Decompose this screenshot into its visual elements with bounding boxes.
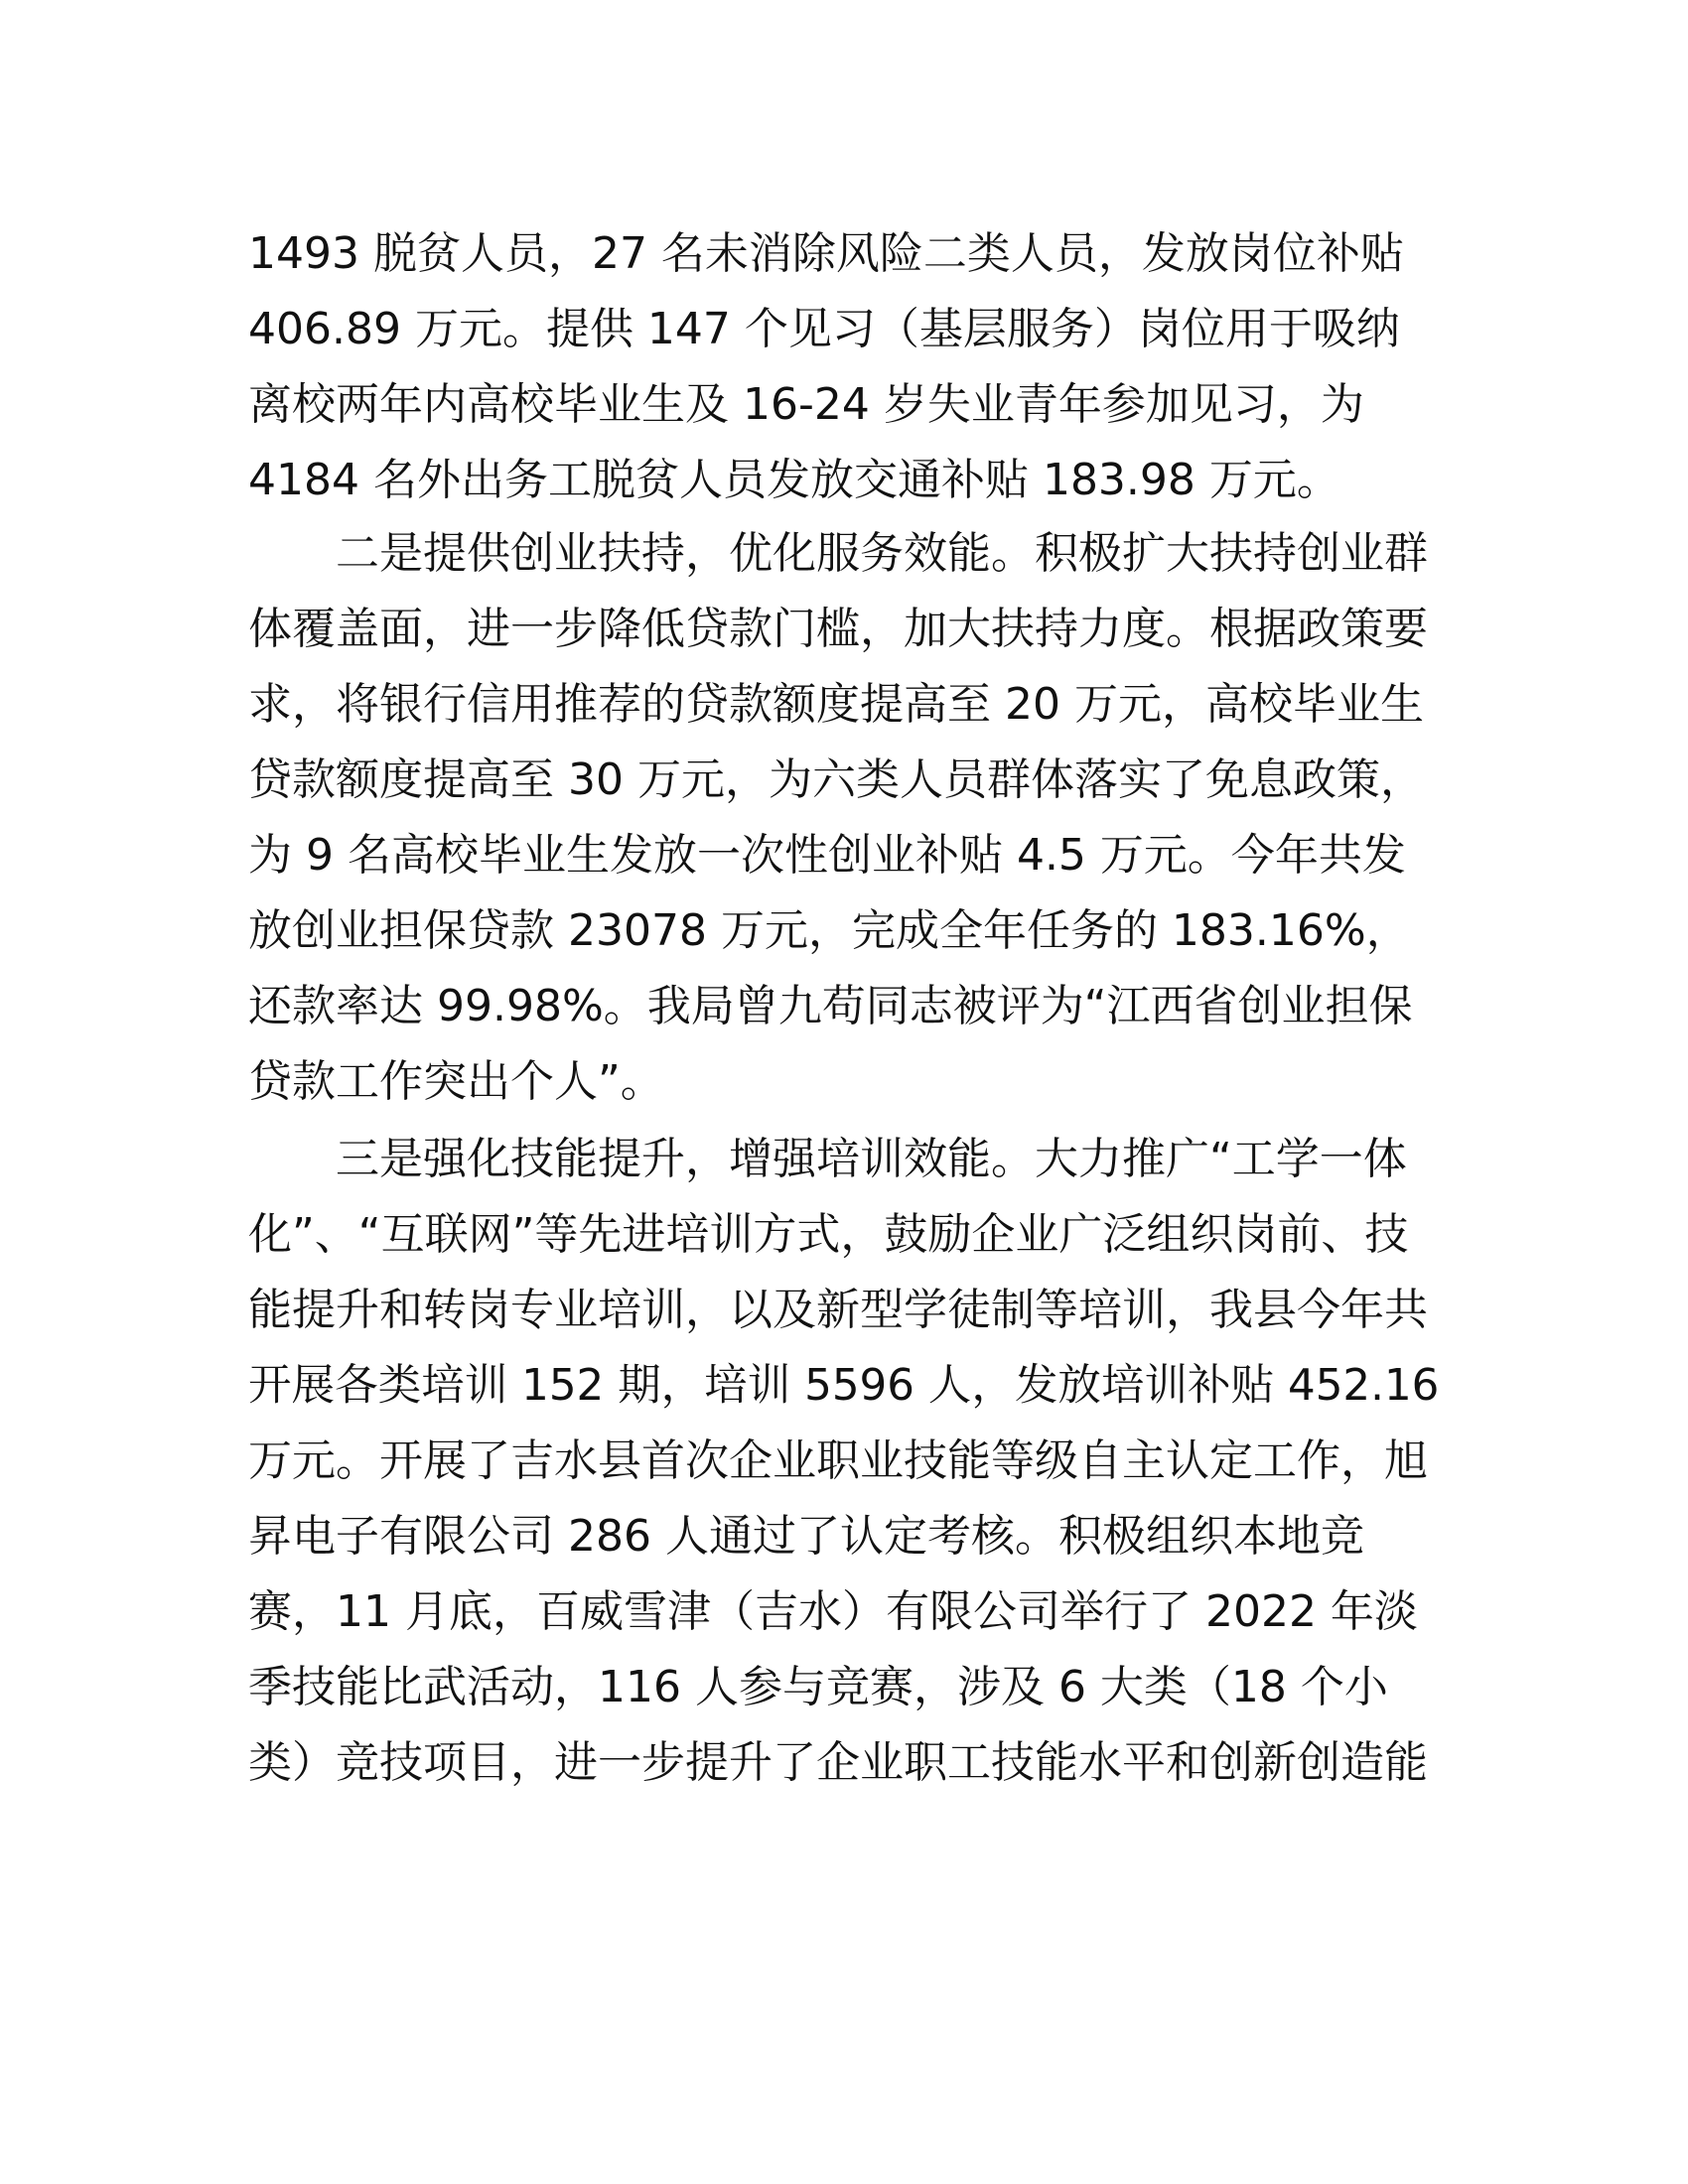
text-line: 4184 名外出务工脱贫人员发放交通补贴 183.98 万元。: [248, 455, 1340, 505]
text-line: 还款率达 99.98%。我局曾九苟同志被评为“江西省创业担保: [248, 981, 1413, 1031]
text-line: 1493 脱贫人员，27 名未消除风险二类人员，发放岗位补贴: [248, 228, 1404, 279]
text-line: 贷款额度提高至 30 万元，为六类人员群体落实了免息政策，: [248, 754, 1424, 805]
text-line: 406.89 万元。提供 147 个见习（基层服务）岗位用于吸纳: [248, 304, 1400, 354]
paragraph-employment-subsidies: [248, 216, 1440, 518]
text-line: 放创业担保贷款 23078 万元，完成全年任务的 183.16%，: [248, 905, 1410, 956]
text-line: 离校两年内高校毕业生及 16-24 岁失业青年参加见习，为: [248, 379, 1364, 430]
paragraph-skills-training: [248, 1122, 1440, 1801]
text-line: 贷款工作突出个人”。: [248, 1056, 664, 1107]
text-line: 二是提供创业扶持，优化服务效能。积极扩大扶持创业群: [336, 528, 1428, 579]
text-line: 能提升和转岗专业培训，以及新型学徒制等培训，我县今年共: [248, 1285, 1428, 1335]
text-line: 类）竞技项目，进一步提升了企业职工技能水平和创新创造能: [248, 1737, 1428, 1788]
text-line: 三是强化技能提升，增强培训效能。大力推广“工学一体: [336, 1134, 1407, 1184]
text-line: 体覆盖面，进一步降低贷款门槛，加大扶持力度。根据政策要: [248, 604, 1428, 654]
text-line: 季技能比武活动，116 人参与竞赛，涉及 6 大类（18 个小: [248, 1662, 1388, 1712]
text-line: 开展各类培训 152 期，培训 5596 人，发放培训补贴 452.16: [248, 1361, 1440, 1411]
text-line: 赛，11 月底，百威雪津（吉水）有限公司举行了 2022 年淡: [248, 1586, 1418, 1637]
text-line: 化”、“互联网”等先进培训方式，鼓励企业广泛组织岗前、技: [248, 1209, 1409, 1260]
text-line: 万元。开展了吉水县首次企业职业技能等级自主认定工作，旭: [248, 1435, 1428, 1486]
text-line: 为 9 名高校毕业生发放一次性创业补贴 4.5 万元。今年共发: [248, 830, 1406, 881]
text-line: 昇电子有限公司 286 人通过了认定考核。积极组织本地竞: [248, 1511, 1364, 1562]
paragraph-entrepreneurship-support: [248, 516, 1440, 1120]
text-line: 求，将银行信用推荐的贷款额度提高至 20 万元，高校毕业生: [248, 679, 1424, 730]
